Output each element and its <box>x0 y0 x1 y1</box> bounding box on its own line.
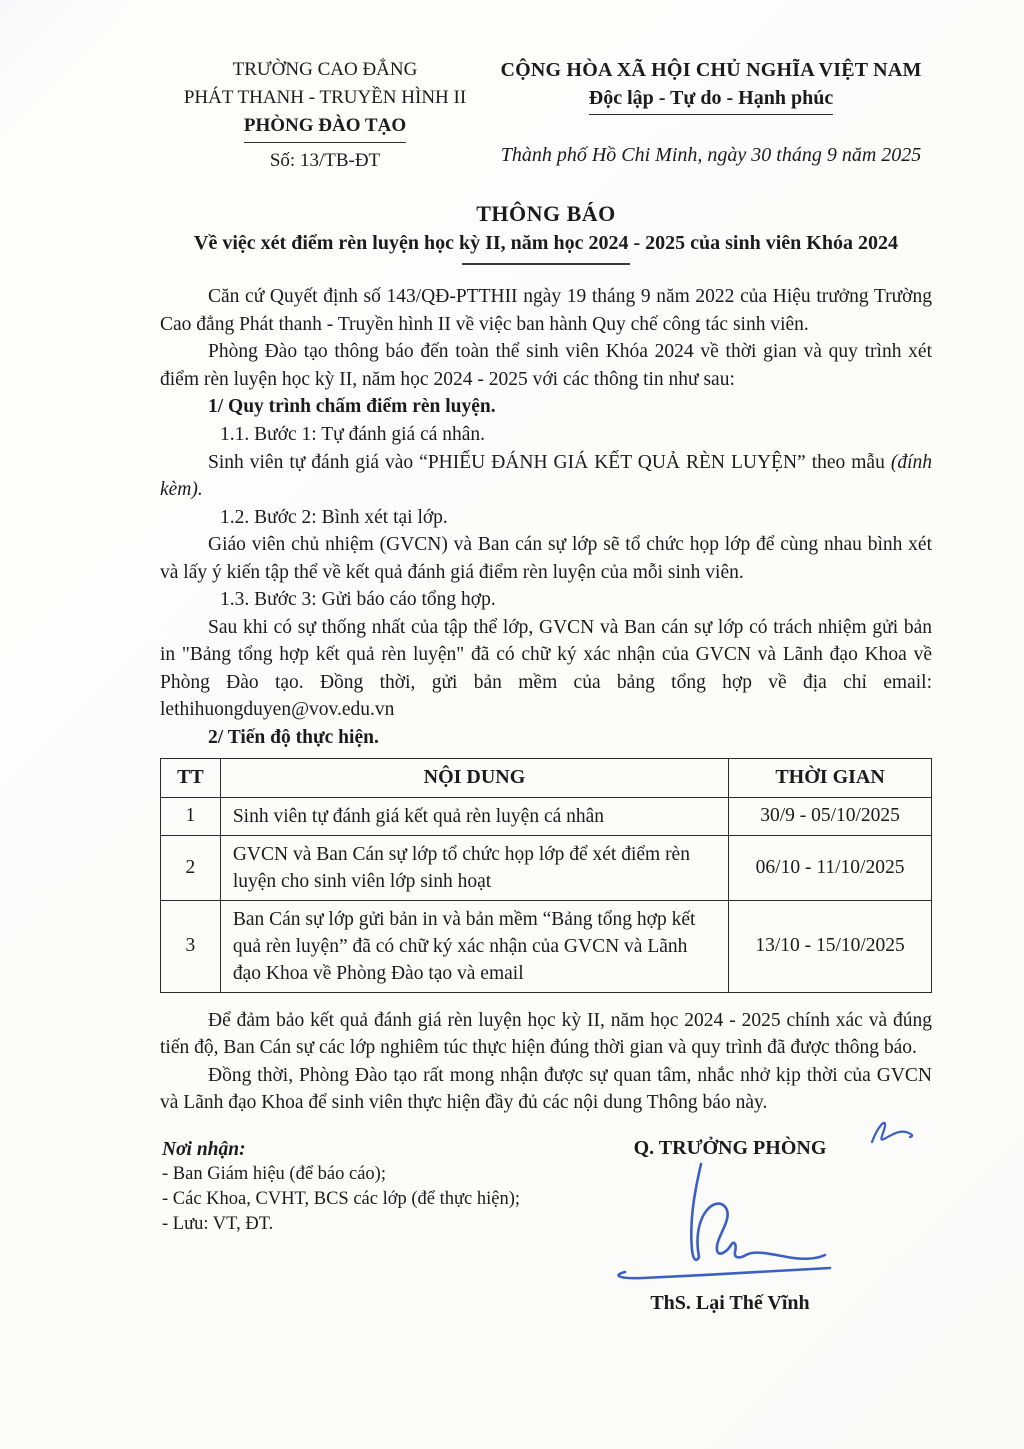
recipients-block <box>162 1137 520 1237</box>
signer-name: ThS. Lại Thế Vĩnh <box>650 1291 810 1314</box>
row1-content: Sinh viên tự đánh giá kết quả rèn luyện cá nhân <box>220 797 728 835</box>
national-title: CỘNG HÒA XÃ HỘI CHỦ NGHĨA VIỆT NAM <box>500 59 922 81</box>
document-body <box>160 283 932 1117</box>
column-header-thoigian: THỜI GIAN <box>729 758 932 797</box>
table-row <box>161 797 932 835</box>
row3-number: 3 <box>161 900 221 992</box>
row2-time: 06/10 - 11/10/2025 <box>729 835 932 900</box>
step3-paragraph: Sau khi có sự thống nhất của tập thể lớp, GVCN và Ban cán sự lớp có trách nhiệm gửi bản in "Bảng tổng hợp kết quả rèn luyện" đã có chữ ký xác nhận của GVCN và Lãnh đạo Khoa về Phòng Đào tạo. Đồng thời, gửi bản mềm của bảng tổng hợp về địa chỉ email: lethihuongduyen@vov.edu.vn <box>160 616 932 720</box>
national-motto: Độc lập - Tự do - Hạnh phúc <box>490 84 932 115</box>
document-footer <box>160 1137 932 1397</box>
signer-title: Q. TRƯỞNG PHÒNG <box>633 1136 827 1159</box>
issuing-org-block <box>160 56 490 175</box>
signature-block <box>560 1137 900 1315</box>
step2-paragraph: Giáo viên chủ nhiệm (GVCN) và Ban cán sự lớp sẽ tổ chức họp lớp để cùng nhau bình xét và lấy ý kiến tập thể về kết quả đánh giá điểm rèn luyện của mỗi sinh viên. <box>160 534 932 583</box>
document-header <box>160 56 932 175</box>
document-subject: Về việc xét điểm rèn luyện học kỳ II, năm học 2024 - 2025 của sinh viên Khóa 2024 <box>194 232 898 254</box>
table-row <box>161 900 932 992</box>
paragraph-announcement: Phòng Đào tạo thông báo đến toàn thể sinh viên Khóa 2024 về thời gian và quy trình xét điểm rèn luyện học kỳ II, năm học 2024 - 2025 với các thông tin như sau: <box>160 341 932 390</box>
document-title: THÔNG BÁO <box>476 201 616 226</box>
step1-attachment-note: (đính kèm). <box>160 451 932 500</box>
row3-content: Ban Cán sự lớp gửi bản in và bản mềm “Bảng tổng hợp kết quả rèn luyện” đã có chữ ký xác nhận của GVCN và Lãnh đạo Khoa về Phòng Đào tạo và email <box>220 900 728 992</box>
section2-heading: 2/ Tiến độ thực hiện. <box>208 726 379 748</box>
org-name-line1: TRƯỜNG CAO ĐẲNG <box>232 59 418 80</box>
step2-label: 1.2. Bước 2: Bình xét tại lớp. <box>220 506 448 528</box>
paragraph-legal-basis: Căn cứ Quyết định số 143/QĐ-PTTHII ngày 19 tháng 9 năm 2022 của Hiệu trưởng Trường Cao đẳng Phát thanh - Truyền hình II về việc ban hành Quy chế công tác sinh viên. <box>160 286 932 335</box>
schedule-table <box>160 758 932 993</box>
org-department: PHÒNG ĐÀO TẠO <box>160 112 490 143</box>
row2-content: GVCN và Ban Cán sự lớp tổ chức họp lớp để xét điểm rèn luyện cho sinh viên lớp sinh hoạt <box>220 835 728 900</box>
national-motto-block <box>490 56 932 175</box>
step1-label: 1.1. Bước 1: Tự đánh giá cá nhân. <box>220 424 486 445</box>
document-content <box>160 56 932 1397</box>
table-row <box>161 835 932 900</box>
signature-ink <box>605 1160 855 1286</box>
paragraph-closing: Đồng thời, Phòng Đào tạo rất mong nhận được sự quan tâm, nhắc nhở kịp thời của GVCN và Lãnh đạo Khoa để sinh viên thực hiện đầy đủ các nội dung Thông báo này. <box>160 1064 932 1113</box>
recipient-item: - Lưu: VT, ĐT. <box>162 1213 274 1234</box>
column-header-noidung: NỘI DUNG <box>220 758 728 797</box>
recipients-label: Nơi nhận: <box>162 1138 246 1160</box>
place-and-date: Thành phố Hồ Chi Minh, ngày 30 tháng 9 năm 2025 <box>500 144 922 166</box>
row3-time: 13/10 - 15/10/2025 <box>729 900 932 992</box>
row1-number: 1 <box>161 797 221 835</box>
row2-number: 2 <box>161 835 221 900</box>
title-underline <box>462 263 630 265</box>
org-name-line2: PHÁT THANH - TRUYỀN HÌNH II <box>183 87 467 108</box>
title-block <box>160 201 932 265</box>
recipient-item: - Ban Giám hiệu (để báo cáo); <box>162 1163 386 1184</box>
step1-paragraph <box>160 449 932 504</box>
table-header-row <box>161 758 932 797</box>
document-number: Số: 13/TB-ĐT <box>269 150 381 171</box>
recipient-item: - Các Khoa, CVHT, BCS các lớp (để thực hiện); <box>162 1188 521 1209</box>
step3-label: 1.3. Bước 3: Gửi báo cáo tổng hợp. <box>220 589 496 610</box>
paragraph-compliance: Để đảm bảo kết quả đánh giá rèn luyện học kỳ II, năm học 2024 - 2025 chính xác và đúng tiến độ, Ban Cán sự các lớp nghiêm túc thực hiện đúng thời gian và quy trình đã được thông báo. <box>160 1009 932 1058</box>
section1-heading: 1/ Quy trình chấm điểm rèn luyện. <box>208 396 496 417</box>
initial-ink <box>868 1116 920 1150</box>
step1-text: Sinh viên tự đánh giá vào “PHIẾU ĐÁNH GIÁ KẾT QUẢ RÈN LUYỆN” theo mẫu <box>208 451 891 473</box>
column-header-tt: TT <box>161 758 221 797</box>
row1-time: 30/9 - 05/10/2025 <box>729 797 932 835</box>
